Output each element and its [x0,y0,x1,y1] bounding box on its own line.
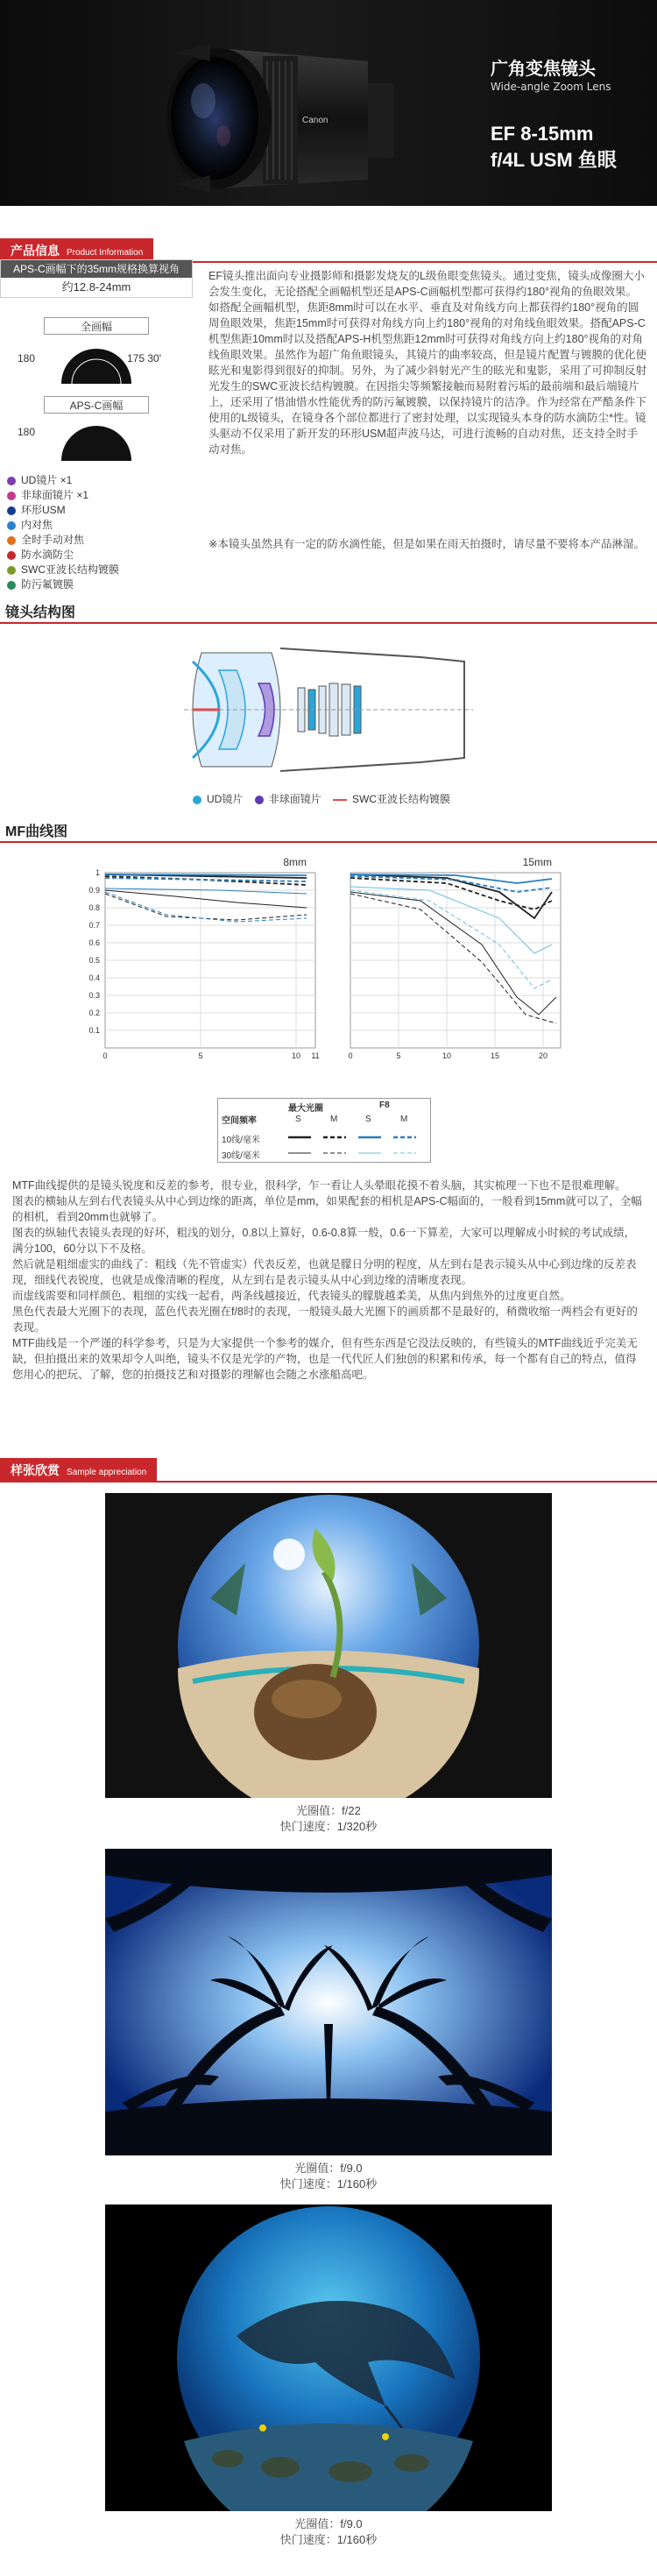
mtf-charts [44,848,569,1098]
legend-dot [255,796,264,804]
product-info-tag-label: 产品信息 [11,244,60,258]
hero-model-line2: f/4L USM 鱼眼 [491,149,617,171]
mtf-paragraph: 图表的横轴从左到右代表镜头从中心到边缘的距离，单位是mm，如果配套的相机是APS-C幅面的，一般看到15mm就可以了，全幅的相机，看到20mm也就够了。 [12,1195,642,1223]
structure-header [0,598,657,624]
sample-3-aperture: 光圈值：f/9.0 [294,2517,363,2530]
apsc-box [0,396,193,463]
mtf-line-samples [279,1130,428,1162]
legend-item [7,518,53,532]
legend-dot [7,506,16,515]
sample-image-3 [105,2204,552,2511]
mtf-col-max: 最大光圈 [288,1104,323,1114]
y-tick: 0.5 [88,956,100,965]
x-tick: 5 [396,1051,401,1060]
legend-item [7,548,74,562]
mtf-paragraph: 然后就是粗细虚实的曲线了：粗线（先不管虚实）代表反差，也就是朦日分明的程度，从左到右是表示镜头从中心到边缘的反差表现，细线代表锐度，也就是成像清晰的程度，从左到右是表示镜头从中心到边缘的清晰度表现。 [12,1258,637,1286]
mtf-paragraph: MTF曲线是一个严谨的科学参考，只是为大家提供一个参考的媒介，但有些东西是它没法反映的，有些镜头的MTF曲线近乎完美无缺，但拍摄出来的效果却令人叫绝，镜头不仅是光学的产物，也是一代代匠人们独创的积累和传承，每一个都有自己的特点，值得您用心的把玩、了解，您的拍摄技艺和对摄影的理解也会随之水涨船高吧。 [12,1337,638,1381]
apsc-head: APS-C画幅 [44,396,149,414]
mtf-m-2: M [400,1115,408,1124]
samples-tag [0,1458,157,1483]
x-tick: 0 [348,1051,353,1060]
structure-legend-label: 非球面镜片 [268,793,321,805]
legend-item [7,488,88,502]
legend-item [7,503,66,517]
legend-label: SWC亚波长结构镀膜 [21,563,119,576]
legend-label: 环形USM [21,504,66,516]
full-frame-angle-1: 180 [18,352,36,364]
x-tick: 11 [311,1051,320,1060]
mtf-col-freq: 空间频率 [222,1116,257,1126]
legend-dot [7,566,16,575]
structure-legend-label: UD镜片 [207,793,244,805]
sample-1-aperture: 光圈值：f/22 [296,1804,361,1817]
y-tick: 0.1 [88,1026,100,1035]
sample-2-aperture: 光圈值：f/9.0 [294,2162,363,2175]
aps-equiv-head: APS-C画幅下的35mm规格换算视角 [1,260,192,278]
full-frame-box [0,317,193,387]
x-tick: 15 [490,1051,500,1060]
legend-dot [7,536,16,545]
legend-label: 非球面镜片 ×1 [21,489,89,501]
lens-illustration [0,0,657,206]
legend-label: 内对焦 [21,519,53,531]
y-tick: 0.7 [88,921,100,930]
legend-item [7,577,74,591]
x-tick: 20 [538,1051,548,1060]
mtf-row-10: 10线/毫米 [222,1136,260,1145]
legend-line [333,799,347,801]
samples-tag-label: 样张欣赏 [11,1463,60,1477]
x-tick: 5 [198,1051,203,1060]
structure-title: 镜头结构图 [5,605,76,620]
hero-model-line1: EF 8-15mm [491,123,594,145]
mtf-legend-table [217,1098,431,1163]
aps-equiv-box [0,259,193,298]
legend-item [7,473,72,487]
mtf-m-1: M [330,1115,338,1124]
legend-dot [7,551,16,560]
y-tick: 0.2 [88,1008,100,1017]
x-tick: 0 [102,1051,108,1060]
lens-structure-diagram [175,635,491,784]
y-tick: 1 [95,868,100,877]
aps-equiv-value: 约12.8-24mm [61,280,131,294]
sample-3-shutter: 快门速度：1/160秒 [279,2533,378,2546]
mtf-15mm-label: 15mm [522,856,552,868]
hero-banner [0,0,657,206]
product-description: EF镜头推出面向专业摄影师和摄影发烧友的L级鱼眼变焦镜头。通过变焦，镜头成像圈大小会发生变化，无论搭配全画幅机型还是APS-C画幅机型都可获得约180°视角的鱼眼效果。如搭配全画幅机型，焦距8mm时可以在水平、垂直及对角线方向上都获得约180°视角的圆周鱼眼效果，焦距15mm时可获得对角线方向上约180°视角的对角线鱼眼效果。搭配APS-C机型焦距10mm时以及搭配APS-H机型焦距12mm时可获得对角线方向上约180°视角的对角线鱼眼效果。虽然作为超广角鱼眼镜头，其镜片的曲率较高，但是镜片配置与镀膜的优化使眩光和鬼影得到很好的抑制。另外，为了减少斜射光产生的眩光和鬼影，采用了可抑制反射光发生的SWC亚波长结构镀膜。在因指尖等频繁接触而易附着污垢的最前端和最后端镜片上，还采用了惜油惜水性能优秀的防污氟镀膜，以保持镜片的洁净。作为经常在严酷条件下使用的L级镜头，在镜身各个部位都进行了密封处理，以实现镜头本身的防水滴防尘*性。镜头驱动不仅采用了新开发的环形USM超声波马达，可进行流畅的自动对焦，还支持全时手动对焦。 [208,270,647,456]
mtf-s-2: S [365,1115,371,1124]
legend-dot [7,492,16,500]
sample-image-1 [105,1493,552,1798]
sample-1-shutter: 快门速度：1/320秒 [279,1820,378,1833]
legend-dot [193,796,201,804]
legend-label: UD镜片 ×1 [21,474,73,486]
legend-dot [7,521,16,530]
mtf-paragraph: 图表的纵轴代表镜头表现的好坏，粗浅的划分，0.8以上算好，0.6-0.8算一般，0.6一下算差，大家可以理解成小时候的考试成绩，满分100，60分以下不及格。 [12,1227,636,1255]
legend-item [7,563,119,577]
hero-subtitle: Wide-angle Zoom Lens [491,81,611,93]
legend-label: 防污氟镀膜 [21,578,74,591]
sample-image-2 [105,1849,552,2155]
mtf-8mm-label: 8mm [283,856,307,868]
samples-header [0,1458,657,1483]
samples-tag-en: Sample appreciation [67,1468,147,1477]
hero-title: 广角变焦镜头 [491,60,596,79]
legend-item [7,533,84,547]
x-tick: 10 [442,1051,452,1060]
mtf-col-f8: F8 [379,1100,390,1110]
x-tick: 10 [291,1051,301,1060]
legend-dot [7,581,16,590]
mtf-row-30: 30线/毫米 [222,1151,260,1161]
y-tick: 0.4 [88,973,100,982]
legend-label: 防水滴防尘 [21,548,74,561]
mtf-paragraph: 黑色代表最大光圈下的表现，蓝色代表光圈在f/8时的表现，一般镜头最大光圈下的画质都不是最好的，稍微收缩一两档会有更好的表现。 [12,1306,638,1334]
product-note: ※本镜头虽然具有一定的防水滴性能，但是如果在雨天拍摄时，请尽量不要将本产品淋湿。 [208,538,645,550]
mtf-paragraph: MTF曲线提供的是镜头锐度和反差的参考，很专业，很科学，乍一看让人头晕眼花摸不着头脑，其实梳理一下也不是很难理解。 [12,1179,626,1192]
mtf-paragraph: 而虚线需要和同样颜色、粗细的实线一起看，两条线越接近，代表镜头的朦胧越柔美，从焦内到焦外的过度更自然。 [12,1290,571,1302]
mtf-chart-8mm [88,856,319,1060]
mtf-title: MF曲线图 [5,824,68,839]
y-tick: 0.9 [88,886,100,895]
y-tick: 0.8 [88,903,100,912]
y-tick: 0.3 [88,991,100,1000]
full-frame-head: 全画幅 [44,317,149,335]
full-frame-angle-2: 175 30' [127,352,161,364]
structure-legend-label: SWC亚波长结构镀膜 [352,793,451,805]
sample-2-shutter: 快门速度：1/160秒 [279,2177,378,2190]
mtf-s-1: S [295,1115,301,1124]
legend-label: 全时手动对焦 [21,534,85,546]
legend-dot [7,477,16,485]
mtf-explanation [12,1178,643,1383]
lens-brand-text: Canon [302,116,328,125]
apsc-angle: 180 [18,426,36,438]
mtf-header [0,817,657,843]
y-tick: 0.6 [88,938,100,947]
mtf-chart-15mm [348,856,561,1060]
apsc-angle-diagram [0,414,193,463]
structure-legend [193,791,543,806]
product-info-tag-en: Product Information [67,248,144,258]
